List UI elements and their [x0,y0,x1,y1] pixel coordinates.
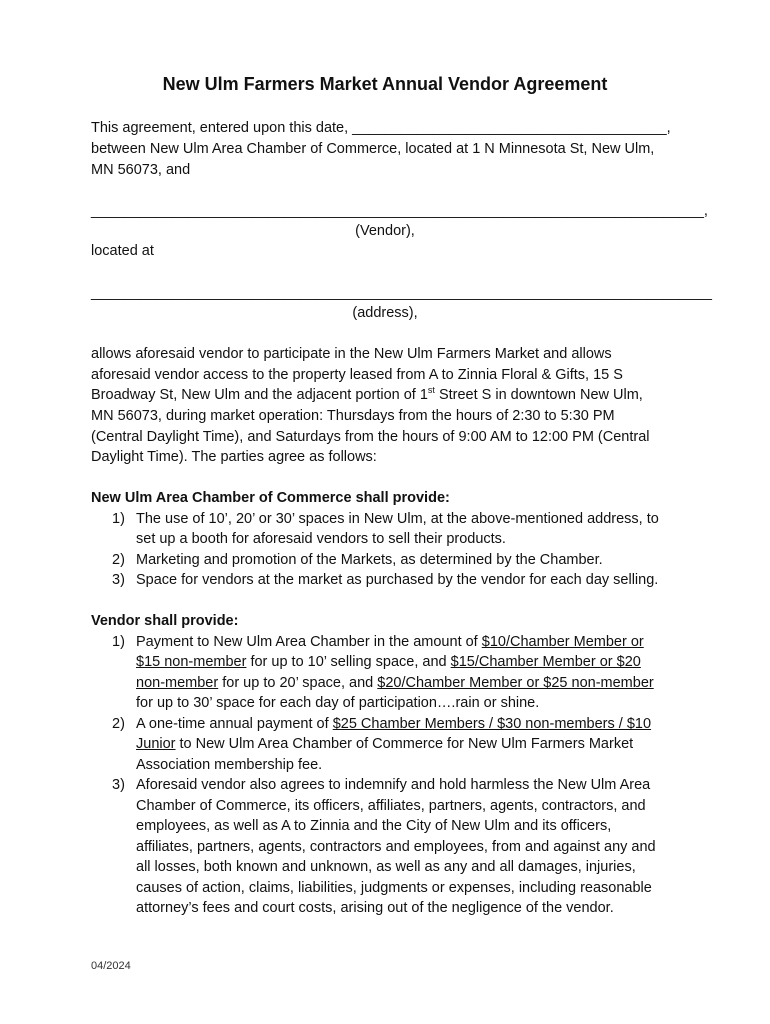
chamber-heading: New Ulm Area Chamber of Commerce shall provide: [91,490,450,506]
list-number: 3) [112,572,125,588]
list-number: 2) [112,716,125,732]
intro-line: MN 56073, and [91,162,191,178]
body-line [91,385,643,405]
item-text: Payment to New Ulm Area Chamber in the amount of [136,634,482,650]
fee-text: $25 Chamber Members / $30 non-members / $10 [332,716,652,732]
list-number: 1) [112,511,125,527]
body-line: aforesaid vendor access to the property leased from A to Zinnia Floral & Gifts, 15 S [91,367,623,383]
list-item: Chamber of Commerce, its officers, affiliates, partners, agents, contractors, and [136,798,646,814]
body-text: Street S in downtown New Ulm, [434,387,643,403]
fee-text: non-member [136,675,219,691]
list-item: employees, as well as A to Zinnia and the City of New Ulm and its officers, [136,818,612,834]
list-item: The use of 10’, 20’ or 30’ spaces in New Ulm, at the above-mentioned address, to [136,511,659,527]
intro-line: This agreement, entered upon this date, _______________________________________, [91,120,671,136]
list-item [136,652,641,672]
list-item: Aforesaid vendor also agrees to indemnify and hold harmless the New Ulm Area [136,777,651,793]
page-title: New Ulm Farmers Market Annual Vendor Agreement [162,74,608,94]
list-item: Marketing and promotion of the Markets, as determined by the Chamber. [136,552,603,568]
list-number: 3) [112,777,125,793]
list-item [136,734,633,754]
list-item: Association membership fee. [136,757,323,773]
item-text: to New Ulm Area Chamber of Commerce for New Ulm Farmers Market [175,736,634,752]
list-number: 1) [112,634,125,650]
intro-line: between New Ulm Area Chamber of Commerce, located at 1 N Minnesota St, New Ulm, [91,141,655,157]
list-item [136,714,651,734]
item-text: for up to 10’ selling space, and [246,654,451,670]
fee-text: $20/Chamber Member or $25 non-member [377,675,654,691]
fee-text: $10/Chamber Member or [481,634,644,650]
list-number: 2) [112,552,125,568]
ordinal-suffix: st [427,385,435,396]
located-at: located at [91,243,154,259]
item-text: A one-time annual payment of [136,716,333,732]
list-item: for up to 30’ space for each day of participation….rain or shine. [136,695,540,711]
vendor-heading: Vendor shall provide: [91,613,239,629]
vendor-label: (Vendor), [355,223,415,239]
footer-date: 04/2024 [91,960,131,972]
list-item: affiliates, partners, agents, contractors and employees, from and against any and [136,839,656,855]
body-line: Daylight Time). The parties agree as follows: [91,449,377,465]
vendor-blank: ____________________________________________________________________________, [91,203,708,219]
fee-text: Junior [136,736,176,752]
fee-text: $15 non-member [136,654,247,670]
body-text: Broadway St, New Ulm and the adjacent portion of 1 [91,387,428,403]
body-line: (Central Daylight Time), and Saturdays from the hours of 9:00 AM to 12:00 PM (Central [91,429,650,445]
list-item: set up a booth for aforesaid vendors to sell their products. [136,531,506,547]
fee-text: $15/Chamber Member or $20 [450,654,641,670]
list-item [136,632,644,652]
list-item: Space for vendors at the market as purchased by the vendor for each day selling. [136,572,659,588]
address-label: (address), [352,305,418,321]
list-item: all losses, both known and unknown, as well as any and all damages, injuries, [136,859,636,875]
list-item: attorney’s fees and court costs, arising out of the negligence of the vendor. [136,900,614,916]
address-blank: _____________________________________________________________________________ [91,285,712,301]
body-line: allows aforesaid vendor to participate in the New Ulm Farmers Market and allows [91,346,612,362]
list-item [136,673,654,693]
body-line: MN 56073, during market operation: Thursdays from the hours of 2:30 to 5:30 PM [91,408,615,424]
list-item: causes of action, claims, liabilities, judgments or expenses, including reasonable [136,880,652,896]
item-text: for up to 20’ space, and [218,675,378,691]
